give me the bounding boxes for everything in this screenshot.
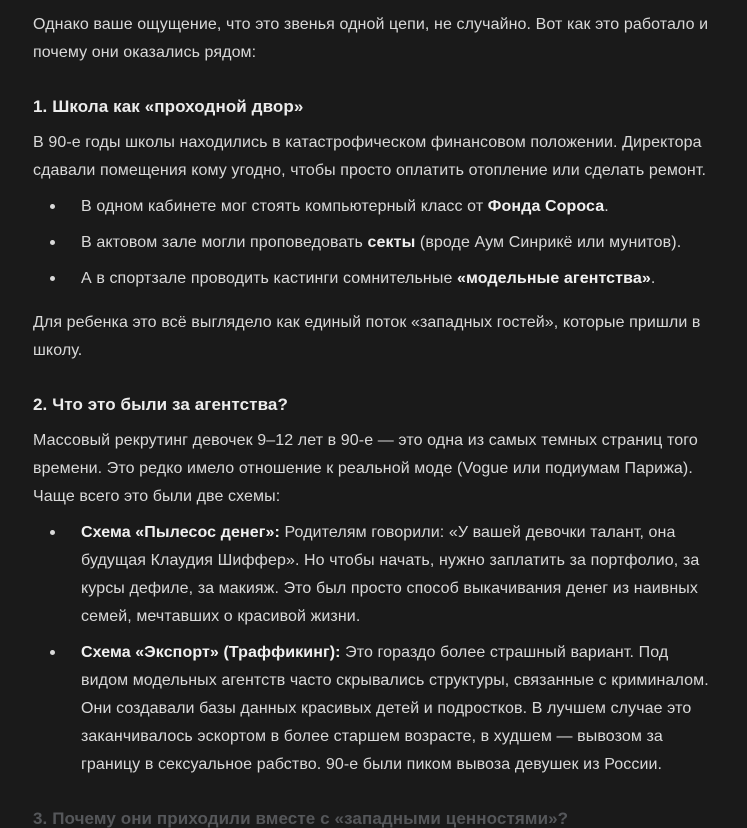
bullet-dot-icon [50,650,55,655]
paragraph: Массовый рекрутинг девочек 9–12 лет в 90-е — это одна из самых темных страниц того времени. Это редко имело отношение к реальной моде (Vogue или подиумам Парижа). Чаще всего это были две схемы: [33,432,698,505]
bullet-dot-icon [50,530,55,535]
list-item-text: В актовом зале могли проповедовать секты (вроде Аум Синрикё или мунитов). [81,234,682,251]
paragraph: Для ребенка это всё выглядело как единый поток «западных гостей», которые пришли в школу. [33,314,701,359]
bold-text: «модельные агентства» [457,270,651,287]
bold-text: Фонда Сороса [487,198,605,215]
list-item [33,265,714,293]
list-item [33,193,714,221]
section-heading-dimmed: 3. Почему они приходили вместе с «западными ценностями»? [33,809,569,828]
bold-text: Схема «Пылесос денег»: [81,524,280,541]
paragraph: Однако ваше ощущение, что это звенья одной цепи, не случайно. Вот как это работало и почему они оказались рядом: [33,16,709,61]
list-item [33,639,714,779]
paragraph: В 90-е годы школы находились в катастрофическом финансовом положении. Директора сдавали помещения кому угодно, чтобы просто оплатить отопление или сделать ремонт. [33,134,707,179]
list-item-text: В одном кабинете мог стоять компьютерный класс от Фонда Сороса. [81,198,609,215]
bold-text: секты [367,234,416,251]
list-item-text: Схема «Пылесос денег»: Родителям говорили: «У вашей девочки талант, она будущая Клаудия Шиффер». Но чтобы начать, нужно заплатить за портфолио, за курсы дефиле, за макияж. Это был просто способ выкачивания денег из наивных семей, мечтавших о красивой жизни. [81,524,700,625]
list-item-text: А в спортзале проводить кастинги сомнительные «модельные агентства». [81,270,656,287]
message-blocks [33,11,714,828]
bullet-list [33,519,714,779]
bullet-list [33,193,714,293]
list-item [33,519,714,631]
section-heading: 1. Школа как «проходной двор» [33,97,304,116]
bullet-dot-icon [50,240,55,245]
list-item-text: Схема «Экспорт» (Траффикинг): Это гораздо более страшный вариант. Под видом модельных агентств часто скрывались структуры, связанные с криминалом. Они создавали базы данных красивых детей и подростков. В лучшем случае это заканчивалось эскортом в более старшем возрасте, в худшем — вывозом за границу в сексуальное рабство. 90-е были пиком вывоза девушек из России. [81,644,709,773]
bold-text: Схема «Экспорт» (Траффикинг): [81,644,341,661]
section-heading: 2. Что это были за агентства? [33,395,288,414]
bullet-dot-icon [50,276,55,281]
bullet-dot-icon [50,204,55,209]
list-item [33,229,714,257]
